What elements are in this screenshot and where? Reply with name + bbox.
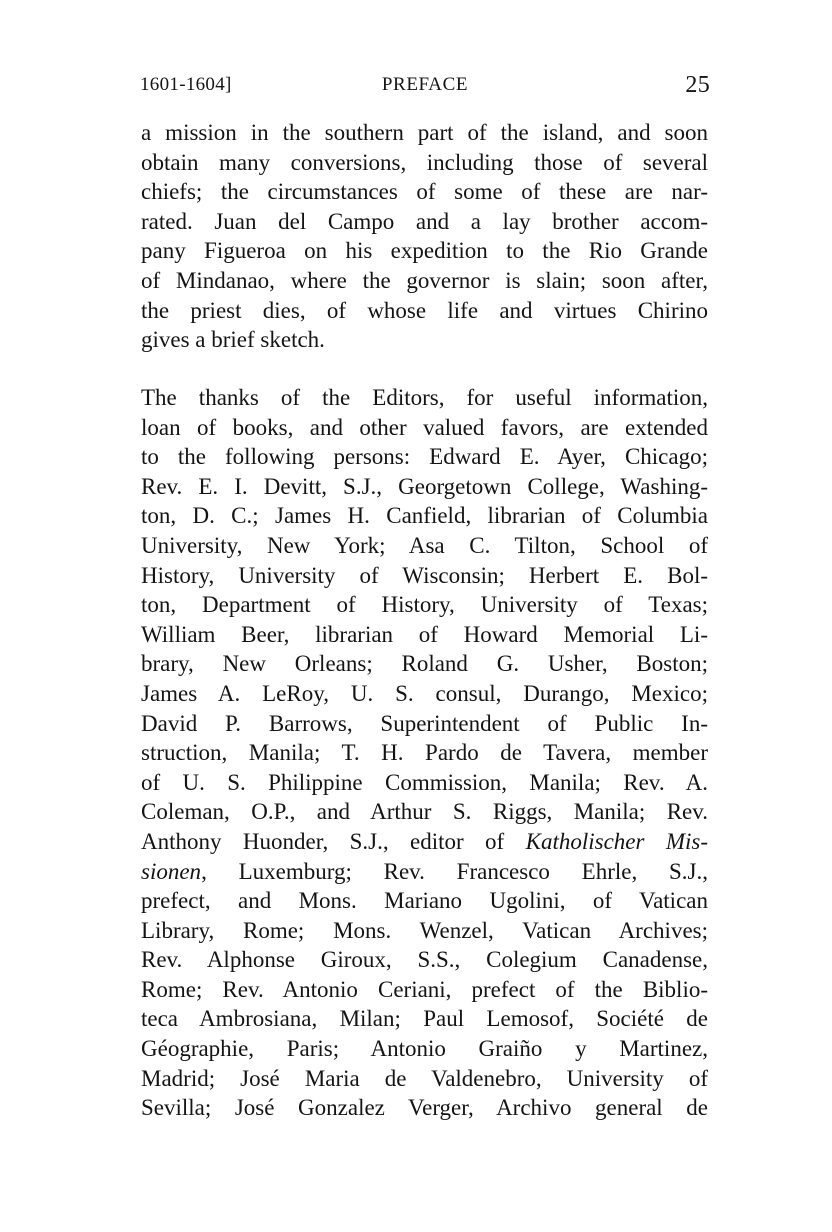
text-line: brary, New Orleans; Roland G. Usher, Boston; <box>141 651 708 677</box>
text-line: ton, D. C.; James H. Canfield, librarian of Columbia <box>141 503 708 529</box>
text-line: a mission in the southern part of the island, and soon <box>141 120 708 145</box>
text-run: Anthony Huonder, S.J., editor of <box>141 828 526 854</box>
text-run: , Luxemburg; Rev. Francesco Ehrle, S.J., <box>201 858 708 884</box>
text-line: gives a brief sketch. <box>141 327 325 353</box>
text-line: obtain many conversions, including those of several <box>141 149 708 175</box>
italic-title-run: sionen <box>141 858 202 884</box>
acknowledgements-paragraph <box>141 383 708 1123</box>
text-line: William Beer, librarian of Howard Memorial Li- <box>141 621 708 647</box>
page-number: 25 <box>685 72 710 98</box>
text-line: pany Figueroa on his expedition to the Rio Grande <box>141 238 708 264</box>
text-line: ton, Department of History, University of Texas; <box>141 592 708 618</box>
text-line: Rev. Alphonse Giroux, S.S., Colegium Canadense, <box>141 947 708 973</box>
running-head <box>140 72 710 100</box>
text-line: struction, Manila; T. H. Pardo de Tavera, member <box>141 740 708 766</box>
text-line: of U. S. Philippine Commission, Manila; Rev. A. <box>141 769 708 795</box>
text-line: James A. LeRoy, U. S. consul, Durango, Mexico; <box>141 680 708 706</box>
text-line: Sevilla; José Gonzalez Verger, Archivo general de <box>141 1095 708 1121</box>
text-line: History, University of Wisconsin; Herbert E. Bol- <box>141 562 708 588</box>
header-date-range: 1601-1604] <box>140 74 232 95</box>
text-line: loan of books, and other valued favors, are extended <box>141 414 708 440</box>
text-line-with-italic <box>141 857 708 887</box>
italic-title-run: Katholischer Mis- <box>525 828 708 854</box>
text-line: Library, Rome; Mons. Wenzel, Vatican Archives; <box>141 917 708 943</box>
text-line: Rome; Rev. Antonio Ceriani, prefect of the Biblio- <box>141 976 708 1002</box>
text-line: the priest dies, of whose life and virtues Chirino <box>141 297 708 323</box>
text-line: prefect, and Mons. Mariano Ugolini, of Vatican <box>141 888 708 914</box>
text-line: Coleman, O.P., and Arthur S. Riggs, Manila; Rev. <box>141 799 708 825</box>
text-line: The thanks of the Editors, for useful information, <box>141 385 708 410</box>
text-line: of Mindanao, where the governor is slain; soon after, <box>141 267 708 293</box>
header-title: PREFACE <box>381 74 469 95</box>
text-line: rated. Juan del Campo and a lay brother accom- <box>141 208 708 234</box>
text-line: to the following persons: Edward E. Ayer, Chicago; <box>141 444 708 470</box>
text-line: chiefs; the circumstances of some of these are nar- <box>141 179 708 205</box>
summary-paragraph <box>141 118 708 355</box>
text-line: David P. Barrows, Superintendent of Public In- <box>141 710 708 736</box>
text-line: Géographie, Paris; Antonio Graiño y Martinez, <box>141 1036 708 1062</box>
text-line-with-italic <box>141 827 708 857</box>
text-line: teca Ambrosiana, Milan; Paul Lemosof, Société de <box>141 1006 708 1032</box>
text-line: University, New York; Asa C. Tilton, School of <box>141 532 708 558</box>
text-line: Madrid; José Maria de Valdenebro, University of <box>141 1065 708 1091</box>
text-line: Rev. E. I. Devitt, S.J., Georgetown College, Washing- <box>141 473 708 499</box>
